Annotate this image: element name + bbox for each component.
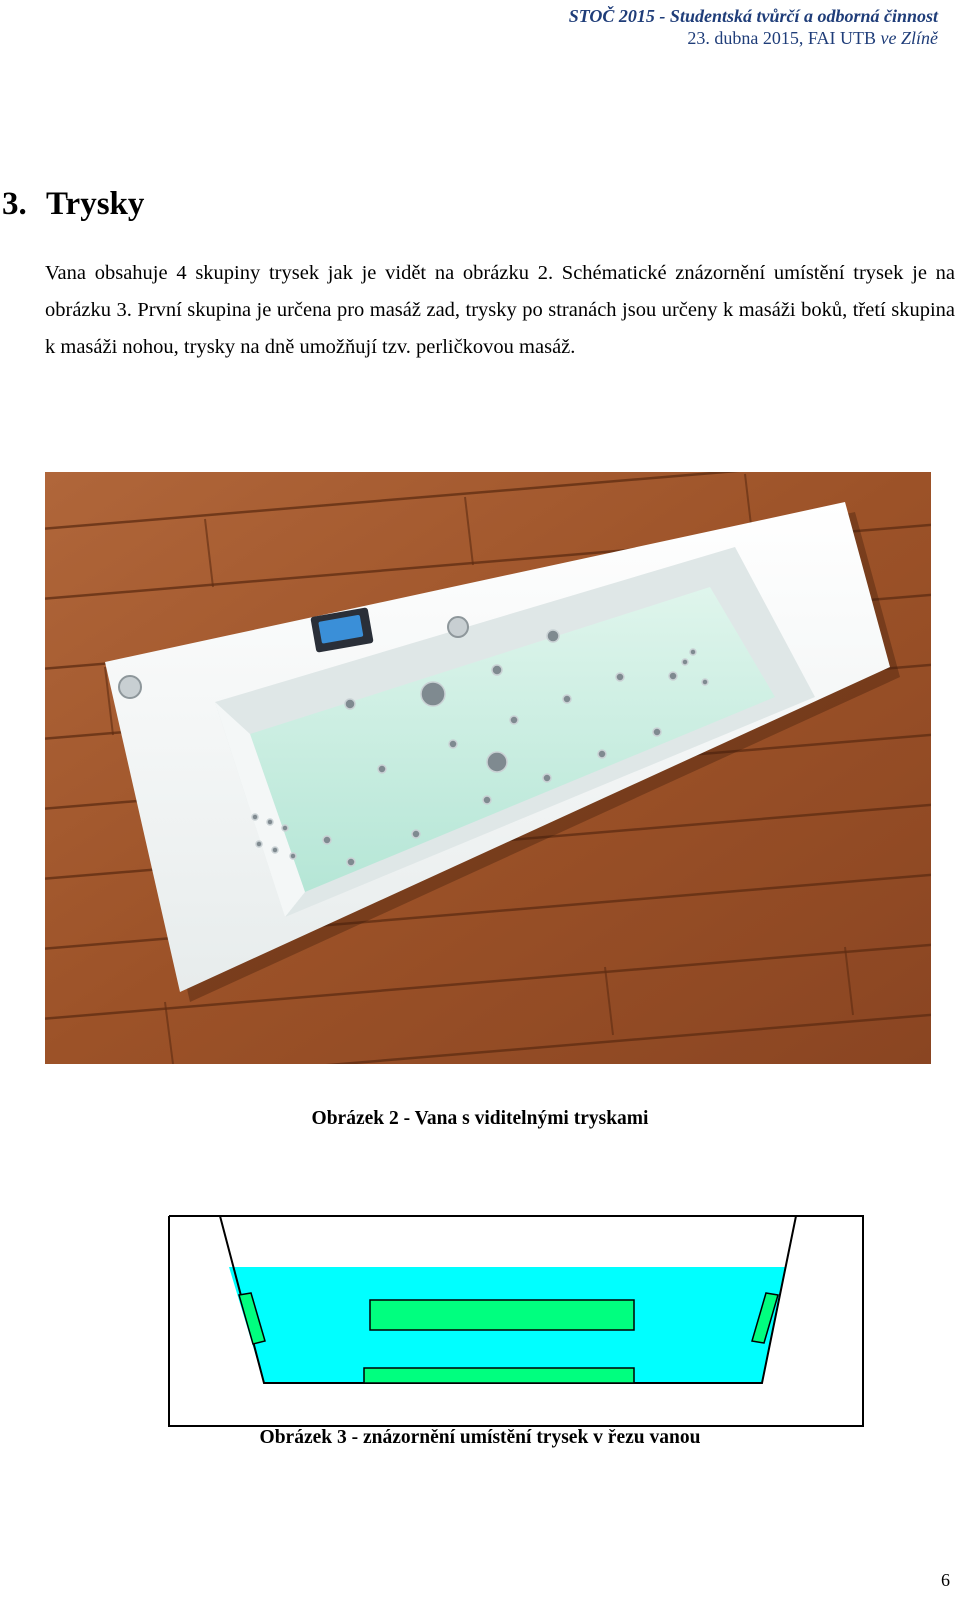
bathtub-photo bbox=[45, 472, 931, 1064]
bathtub-photo-illustration bbox=[45, 472, 931, 1064]
running-header-title: STOČ 2015 - Studentská tvůrčí a odborná činnost bbox=[568, 6, 938, 26]
running-header-date bbox=[687, 28, 938, 49]
running-header-date-main: 23. dubna 2015, FAI UTB bbox=[687, 28, 881, 48]
diagram-bottom-jets bbox=[364, 1368, 634, 1383]
page-number: 6 bbox=[941, 1570, 950, 1590]
section-paragraph: Vana obsahuje 4 skupiny trysek jak je vidět na obrázku 2. Schématické znázornění umístění trysek je na obrázku 3. První skupina je určena pro masáž zad, trysky po stranách jsou určeny k masáži boků, třetí skupina k masáži nohou, trysky na dně umožňují tzv. perličkovou masáž. bbox=[45, 262, 955, 358]
section-heading bbox=[2, 186, 144, 223]
jet-placement-diagram bbox=[168, 1215, 864, 1427]
running-header-date-place: ve Zlíně bbox=[880, 28, 938, 48]
figure-3-caption: Obrázek 3 - znázornění umístění trysek v řezu vanou bbox=[259, 1427, 701, 1448]
diagram-back-jets bbox=[370, 1300, 634, 1330]
section-number: 3. bbox=[2, 186, 27, 222]
figure-2-caption: Obrázek 2 - Vana s viditelnými tryskami bbox=[311, 1108, 649, 1129]
section-title: Trysky bbox=[46, 186, 145, 222]
